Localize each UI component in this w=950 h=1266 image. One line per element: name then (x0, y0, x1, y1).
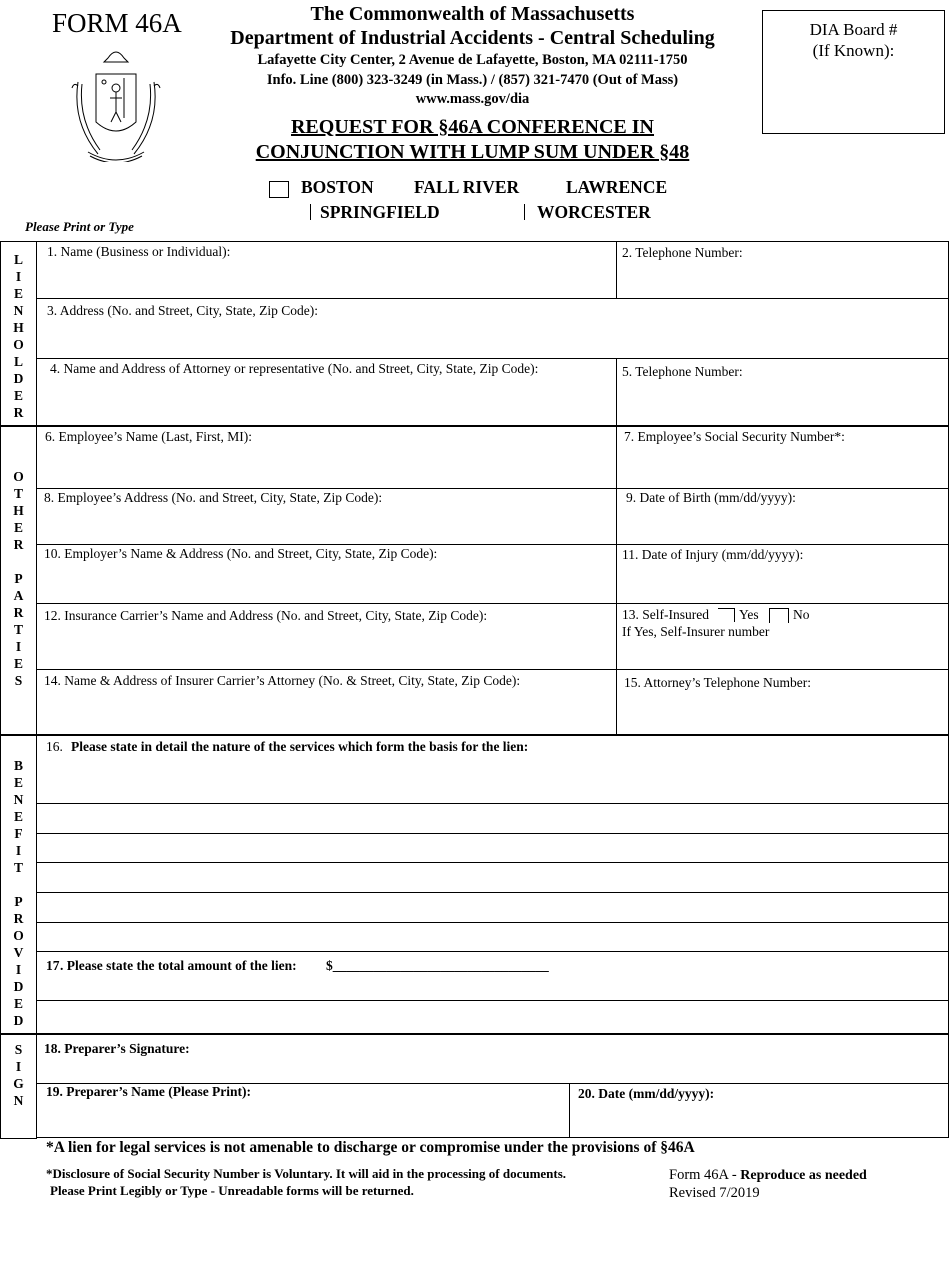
boston-checkbox[interactable] (269, 181, 289, 198)
revision-date: Revised 7/2019 (669, 1185, 760, 1201)
field-17-lien-amount-label: . Please state the total amount of the lien: (60, 958, 297, 973)
department-address: Lafayette City Center, 2 Avenue de Lafayette, Boston, MA 02111-1750 (257, 52, 688, 68)
form-title-line2: CONJUNCTION WITH LUMP SUM UNDER §48 (255, 141, 690, 163)
commonwealth-heading: The Commonwealth of Massachusetts (310, 3, 635, 25)
section-label-benefit-provided: B E N E F I T P R O V I D E D (13, 758, 24, 1028)
section-label-lienholder: L I E N H O L D E R (13, 252, 24, 420)
field-16-services-description[interactable]: Please state in detail the nature of the services which form the basis for the lien: (71, 739, 529, 754)
website: www.mass.gov/dia (415, 91, 530, 107)
form-reference (669, 1167, 867, 1184)
worcester-checkbox[interactable] (524, 204, 525, 220)
grid-line (36, 669, 949, 670)
field-8-employee-address[interactable]: 8. Employee’s Address (No. and Street, City, State, Zip Code): (44, 490, 383, 505)
field-16-number: 16. (46, 739, 63, 754)
grid-line (36, 603, 949, 604)
self-insured-yes-checkbox[interactable] (734, 608, 735, 622)
print-instructions: Please Print or Type (25, 219, 134, 234)
self-insured-no-label: No (793, 607, 810, 622)
field-18-signature[interactable]: 18. Preparer’s Signature: (44, 1041, 190, 1056)
form-ref-label: Form 46A - (669, 1167, 737, 1183)
field-11-date-of-injury[interactable]: 11. Date of Injury (mm/dd/yyyy): (622, 547, 804, 562)
commonwealth-seal-icon (68, 44, 164, 162)
field-7-ssn[interactable]: 7. Employee’s Social Security Number*: (624, 429, 845, 444)
ssn-disclosure-note: *Disclosure of Social Security Number is Voluntary. It will aid in the processing of documents. (46, 1166, 567, 1181)
office-lawrence: LAWRENCE (566, 177, 668, 197)
field-10-employer[interactable]: 10. Employer’s Name & Address (No. and Street, City, State, Zip Code): (44, 546, 438, 561)
grid-line (616, 241, 617, 298)
office-boston: BOSTON (301, 177, 374, 197)
grid-line (948, 241, 949, 1137)
field-2-telephone[interactable]: 2. Telephone Number: (622, 245, 743, 260)
grid-line (569, 1083, 570, 1137)
section-divider (0, 425, 949, 427)
field-12-insurance-carrier[interactable]: 12. Insurance Carrier’s Name and Address (No. and Street, City, State, Zip Code): (44, 608, 488, 623)
office-springfield: SPRINGFIELD (320, 202, 440, 222)
dia-board-box[interactable] (762, 10, 945, 134)
info-line: Info. Line (800) 323-3249 (in Mass.) / (857) 321-7470 (Out of Mass) (266, 72, 679, 88)
dia-board-label: DIA Board # (809, 20, 898, 39)
field-9-date-of-birth[interactable]: 9. Date of Birth (mm/dd/yyyy): (626, 490, 796, 505)
field-6-employee-name[interactable]: 6. Employee’s Name (Last, First, MI): (45, 429, 252, 444)
grid-line (36, 298, 949, 299)
grid-line (36, 1137, 949, 1138)
section-divider (0, 734, 949, 736)
field-19-preparer-name[interactable]: 19. Preparer’s Name (Please Print): (46, 1084, 252, 1099)
field-13-self-insured: 13. Self-Insured (622, 607, 709, 622)
springfield-checkbox[interactable] (310, 204, 311, 220)
self-insured-yes-label: Yes (739, 607, 759, 622)
dia-board-sublabel: (If Known): (812, 41, 895, 60)
field-1-name[interactable]: 1. Name (Business or Individual): (47, 244, 231, 259)
grid-line (36, 892, 949, 893)
grid-line (36, 358, 949, 359)
grid-line (36, 488, 949, 489)
reproduce-note: Reproduce as needed (740, 1168, 867, 1183)
office-fall-river: FALL RIVER (414, 177, 520, 197)
department-heading: Department of Industrial Accidents - Central Scheduling (230, 27, 715, 49)
checkbox-edge (718, 608, 735, 609)
grid-line (36, 862, 949, 863)
grid-line (36, 1000, 949, 1001)
field-15-attorney-telephone[interactable]: 15. Attorney’s Telephone Number: (624, 675, 812, 690)
legibility-note: Please Print Legibly or Type - Unreadable forms will be returned. (50, 1183, 414, 1198)
lien-amount-input[interactable]: $________________________________ (326, 958, 549, 973)
section-label-other-parties: O T H E R P A R T I E S (13, 469, 24, 688)
grid-line (616, 358, 617, 735)
grid-line (36, 544, 949, 545)
lien-note: *A lien for legal services is not amenable to discharge or compromise under the provisions of §46A (46, 1139, 695, 1156)
grid-line (36, 803, 949, 804)
form-number: FORM 46A (52, 8, 182, 38)
field-14-insurer-attorney[interactable]: 14. Name & Address of Insurer Carrier’s Attorney (No. & Street, City, State, Zip Code): (44, 673, 521, 688)
self-insurer-number-label[interactable]: If Yes, Self-Insurer number (622, 624, 770, 639)
office-worcester: WORCESTER (537, 202, 651, 222)
grid-line (36, 951, 949, 952)
grid-line (36, 922, 949, 923)
form-title-line1: REQUEST FOR §46A CONFERENCE IN (290, 116, 655, 138)
self-insured-no-checkbox[interactable] (769, 608, 789, 623)
grid-line (0, 1138, 37, 1139)
field-3-address[interactable]: 3. Address (No. and Street, City, State, Zip Code): (47, 303, 318, 318)
field-17-number: 17 (46, 958, 60, 973)
grid-line (0, 241, 949, 242)
field-5-telephone[interactable]: 5. Telephone Number: (622, 364, 743, 379)
field-4-attorney[interactable]: 4. Name and Address of Attorney or representative (No. and Street, City, State, Zip Code): (50, 361, 539, 376)
section-divider (0, 1033, 949, 1035)
grid-line (36, 833, 949, 834)
section-label-sign: S I G N (13, 1042, 24, 1108)
field-20-date[interactable]: 20. Date (mm/dd/yyyy): (578, 1086, 715, 1101)
